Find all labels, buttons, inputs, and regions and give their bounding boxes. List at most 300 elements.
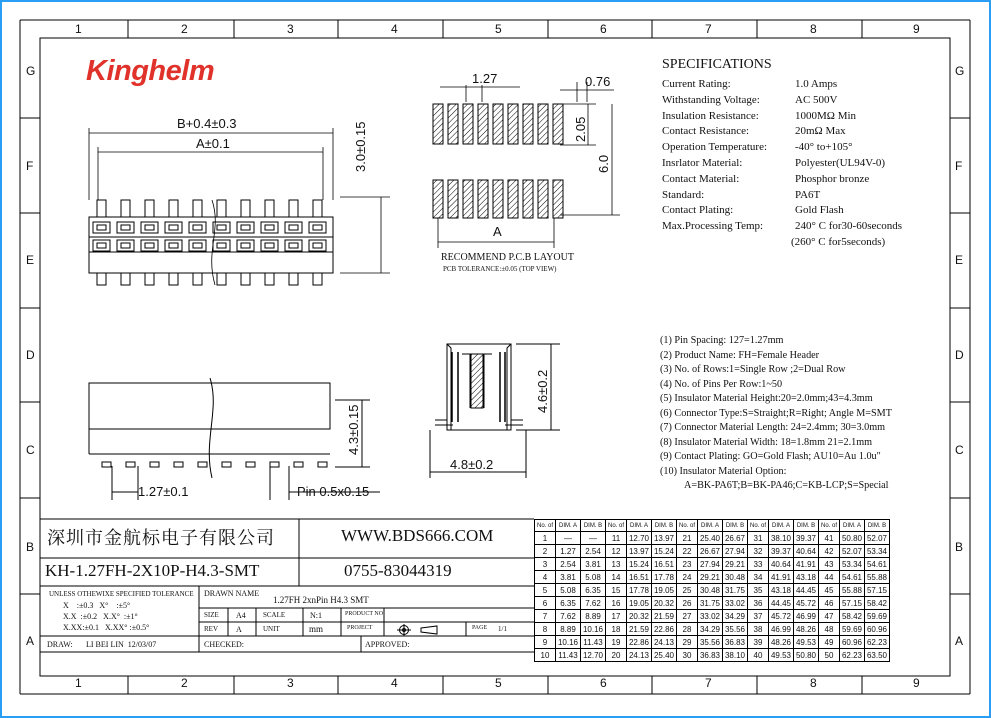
spec-key: Max.Processing Temp: — [662, 220, 764, 233]
dimension-cell: 16.51 — [652, 558, 677, 571]
dimension-cell: 2.54 — [556, 558, 581, 571]
dimension-cell: 36.83 — [698, 649, 723, 662]
smt-pin — [270, 462, 279, 467]
dimension-cell: 40.64 — [794, 545, 819, 558]
dimension-cell: 6.35 — [556, 597, 581, 610]
dimension-cell: 31.75 — [698, 597, 723, 610]
dimension-cell: 18 — [606, 623, 627, 636]
pcb-pad — [448, 180, 458, 218]
dimension-cell: 58.42 — [865, 597, 890, 610]
dimension-cell: 15.24 — [652, 545, 677, 558]
spec-row — [662, 220, 902, 232]
grid-row-label: E — [26, 253, 35, 267]
grid-col-label: 9 — [913, 22, 920, 36]
spec-value: Polyester(UL94V-0) — [795, 157, 886, 169]
grid-row-label: B — [26, 540, 35, 554]
contact-cavity — [93, 222, 110, 233]
contact-cavity — [93, 240, 110, 251]
dimension-cell: 62.23 — [840, 649, 865, 662]
pcb-pad — [478, 180, 488, 218]
dimension-cell: 1.27 — [556, 545, 581, 558]
dimension-table — [534, 519, 890, 662]
grid-row-label: C — [955, 443, 964, 457]
contact-cavity-inner — [289, 243, 298, 248]
dimension-cell: 29.21 — [698, 571, 723, 584]
dimension-header-cell: No. of — [748, 520, 769, 532]
note-line: (4) No. of Pins Per Row:1~50 — [660, 378, 783, 390]
dimension-cell: 11.43 — [581, 636, 606, 649]
checked-label: CHECKED: — [204, 640, 244, 649]
dimension-cell: 3.81 — [556, 571, 581, 584]
contact-cavity — [117, 240, 134, 251]
dimension-cell: 13 — [606, 558, 627, 571]
dimension-cell: 54.61 — [840, 571, 865, 584]
dimension-cell: 60.96 — [840, 636, 865, 649]
projection-symbol-icon — [395, 623, 445, 637]
dim-pitch-127-label: 1.27 — [472, 71, 498, 86]
dimension-cell: 45 — [819, 584, 840, 597]
pin-top — [217, 200, 226, 217]
dimension-cell: 46.99 — [769, 623, 794, 636]
dimension-cell: 12.70 — [627, 532, 652, 545]
contact-cavity-inner — [97, 225, 106, 230]
grid-col-label: 9 — [913, 676, 920, 690]
dimension-header-cell: DIM. A — [698, 520, 723, 532]
dimension-cell: 24.13 — [652, 636, 677, 649]
dimension-table-row — [535, 649, 890, 662]
tolerance-line-1: X :±0.3 X° :±5° — [63, 601, 131, 610]
dimension-header-cell: No. of — [819, 520, 840, 532]
contact-cavity-inner — [241, 243, 250, 248]
dimension-cell: 27.94 — [723, 545, 748, 558]
dimension-cell: 25.40 — [652, 649, 677, 662]
dimension-cell: 52.07 — [865, 532, 890, 545]
grid-col-label: 8 — [810, 22, 817, 36]
note-line: (7) Connector Material Length: 24=2.4mm; 30=3.0mm — [660, 422, 886, 433]
note-line: (2) Product Name: FH=Female Header — [660, 349, 820, 361]
spec-value: (260° C for5seconds) — [791, 236, 886, 248]
dimension-header-cell: No. of — [677, 520, 698, 532]
dimension-header-cell: DIM. B — [652, 520, 677, 532]
pin-bottom — [97, 273, 106, 285]
dimension-cell: 39.37 — [794, 532, 819, 545]
dimension-header-cell: DIM. B — [794, 520, 819, 532]
dimension-cell: 6.35 — [581, 584, 606, 597]
contact-cavity — [237, 240, 254, 251]
dimension-cell: 50.80 — [794, 649, 819, 662]
spec-value: PA6T — [795, 188, 821, 201]
dimension-cell: 38 — [748, 623, 769, 636]
dimension-table-row — [535, 623, 890, 636]
contact-cavity-inner — [313, 243, 322, 248]
dimension-header-cell: No. of — [606, 520, 627, 532]
grid-row-label: A — [26, 634, 35, 648]
dimension-header-cell: DIM. A — [769, 520, 794, 532]
dimension-cell: 20 — [606, 649, 627, 662]
pcb-pad — [493, 180, 503, 218]
size-label: SIZE — [204, 611, 219, 619]
grid-col-label: 3 — [287, 676, 294, 690]
pin-top — [193, 200, 202, 217]
dimension-cell: — — [581, 532, 606, 545]
pcb-pad — [553, 180, 563, 218]
dim-60-label: 6.0 — [596, 154, 611, 173]
pin-top — [289, 200, 298, 217]
contact-cavity-inner — [265, 243, 274, 248]
pin-top — [121, 200, 130, 217]
pcb-dim-a-label: A — [493, 224, 502, 239]
spec-value: 1000MΩ Min — [795, 109, 857, 122]
dimension-header-cell: DIM. A — [556, 520, 581, 532]
contact-cavity-inner — [193, 225, 202, 230]
dim-076-label: 0.76 — [585, 74, 611, 89]
smt-pin — [174, 462, 183, 467]
pin-top — [145, 200, 154, 217]
spec-row — [662, 110, 856, 122]
dimension-table-row — [535, 545, 890, 558]
dimension-cell: 55.88 — [865, 571, 890, 584]
dimension-cell: 48.26 — [794, 623, 819, 636]
grid-col-label: 7 — [705, 22, 712, 36]
smt-pin — [222, 462, 231, 467]
spec-key: Withstanding Voltage: — [662, 93, 760, 106]
dimension-cell: 16 — [606, 597, 627, 610]
grid-col-label: 4 — [391, 22, 398, 36]
dimension-cell: 62.23 — [865, 636, 890, 649]
spec-row — [662, 141, 852, 153]
contact-cavity-inner — [121, 243, 130, 248]
dimension-cell: 8.89 — [581, 610, 606, 623]
dimension-cell: 17 — [606, 610, 627, 623]
dim-46-label: 4.6±0.2 — [535, 369, 550, 413]
dimension-table-row — [535, 558, 890, 571]
spec-key: Contact Material: — [662, 172, 740, 185]
dimension-cell: 13.97 — [652, 532, 677, 545]
dim-48-label: 4.8±0.2 — [450, 457, 494, 472]
spec-key: Operation Temperature: — [662, 141, 768, 154]
pin-top — [97, 200, 106, 217]
dimension-cell: 43.18 — [794, 571, 819, 584]
dimension-cell: 26.67 — [698, 545, 723, 558]
grid-col-label: 6 — [600, 676, 607, 690]
pcb-pad — [523, 104, 533, 144]
website: WWW.BDS666.COM — [341, 526, 494, 545]
scale-value: N:1 — [310, 611, 322, 620]
smt-pin — [198, 462, 207, 467]
dimension-cell: 29 — [677, 636, 698, 649]
note-line: (5) Insulator Material Height:20=2.0mm;43=4.3mm — [660, 393, 873, 404]
note-line: (3) No. of Rows:1=Single Row ;2=Dual Row — [660, 364, 846, 375]
spec-row — [662, 204, 844, 216]
dimension-cell: 2 — [535, 545, 556, 558]
pin-top — [313, 200, 322, 217]
dimension-cell: 7.62 — [556, 610, 581, 623]
draw-value: LI BEI LIN 12/03/07 — [86, 640, 157, 649]
dimension-cell: 32 — [748, 545, 769, 558]
spec-value: AC 500V — [795, 93, 838, 106]
dimension-cell: 49 — [819, 636, 840, 649]
spec-key: Standard: — [662, 188, 705, 201]
dimension-cell: — — [556, 532, 581, 545]
dimension-cell: 12 — [606, 545, 627, 558]
dimension-cell: 44.45 — [769, 597, 794, 610]
spec-row — [662, 94, 837, 106]
dimension-table-header — [535, 520, 890, 532]
dimension-cell: 55.88 — [840, 584, 865, 597]
rev-label: REV — [204, 625, 218, 633]
contact-cavity — [261, 222, 278, 233]
dimension-cell: 57.15 — [865, 584, 890, 597]
grid-col-label: 1 — [75, 676, 82, 690]
contact-cavity — [261, 240, 278, 251]
tolerance-line-2: X.X :±0.2 X.X° :±1° — [63, 612, 138, 621]
dimension-cell: 59.69 — [840, 623, 865, 636]
dimension-cell: 33 — [748, 558, 769, 571]
pin-top — [265, 200, 274, 217]
dimension-header-cell: DIM. B — [865, 520, 890, 532]
pcb-pad — [463, 180, 473, 218]
pcb-pad — [508, 180, 518, 218]
grid-col-label: 5 — [495, 676, 502, 690]
dimension-cell: 28 — [677, 623, 698, 636]
dimension-cell: 48.26 — [769, 636, 794, 649]
dimension-cell: 59.69 — [865, 610, 890, 623]
spec-row — [662, 157, 885, 169]
company-name: 深圳市金航标电子有限公司 — [47, 528, 275, 549]
contact-cavity-inner — [313, 225, 322, 230]
dimension-cell: 50.80 — [840, 532, 865, 545]
pcb-pad — [433, 180, 443, 218]
pcb-pad — [553, 104, 563, 144]
dimension-cell: 41.91 — [769, 571, 794, 584]
grid-row-label: A — [955, 634, 964, 648]
dimension-cell: 3 — [535, 558, 556, 571]
pin-bottom — [193, 273, 202, 285]
dimension-table-row — [535, 636, 890, 649]
spec-value: 1.0 Amps — [795, 78, 838, 90]
dimension-cell: 35 — [748, 584, 769, 597]
grid-col-label: 3 — [287, 22, 294, 36]
dimension-cell: 22.86 — [627, 636, 652, 649]
project-label: PROJECT — [347, 625, 373, 631]
dimension-cell: 34.29 — [723, 610, 748, 623]
contact-cavity-inner — [145, 243, 154, 248]
spec-value: -40° to+105° — [795, 141, 853, 154]
dimension-cell: 24.13 — [627, 649, 652, 662]
grid-col-label: 1 — [75, 22, 82, 36]
dimension-cell: 45.72 — [769, 610, 794, 623]
tolerance-heading: UNLESS OTHEWIXE SPECIFIED TOLERANCE — [49, 590, 194, 598]
pin-bottom — [265, 273, 274, 285]
dimension-cell: 46.99 — [794, 610, 819, 623]
dimension-cell: 10 — [535, 649, 556, 662]
page-label: PAGE — [472, 625, 488, 631]
dimension-cell: 31.75 — [723, 584, 748, 597]
dimension-cell: 20.32 — [627, 610, 652, 623]
draw-label: DRAW: — [47, 640, 73, 649]
dimension-cell: 36 — [748, 597, 769, 610]
grid-row-label: E — [955, 253, 964, 267]
contact-cavity — [189, 222, 206, 233]
contact-cavity-inner — [169, 225, 178, 230]
dimension-cell: 41 — [819, 532, 840, 545]
spec-key: Insulation Resistance: — [662, 109, 759, 122]
dimension-cell: 43.18 — [769, 584, 794, 597]
dimension-cell: 26.67 — [723, 532, 748, 545]
grid-row-label: B — [955, 540, 964, 554]
phone-number: 0755-83044319 — [344, 561, 452, 580]
dimension-table-row — [535, 610, 890, 623]
dimension-cell: 45.72 — [794, 597, 819, 610]
spec-value: Phosphor bronze — [795, 172, 870, 185]
contact-cavity-inner — [97, 243, 106, 248]
dimension-cell: 44.45 — [794, 584, 819, 597]
pin-bottom — [313, 273, 322, 285]
dimension-cell: 53.34 — [840, 558, 865, 571]
contact-cavity-inner — [241, 225, 250, 230]
dimension-cell: 19.05 — [627, 597, 652, 610]
spec-row — [662, 189, 820, 201]
dim-205-label: 2.05 — [573, 116, 588, 142]
dim-b-label: B+0.4±0.3 — [177, 116, 237, 131]
pcb-pad — [478, 104, 488, 144]
contact-cavity — [165, 240, 182, 251]
dimension-cell: 48 — [819, 623, 840, 636]
pcb-layout-title: RECOMMEND P.C.B LAYOUT — [441, 252, 574, 263]
contact-cavity — [189, 240, 206, 251]
dimension-cell: 37 — [748, 610, 769, 623]
dimension-cell: 5 — [535, 584, 556, 597]
pcb-pad — [433, 104, 443, 144]
dimension-cell: 34.29 — [698, 623, 723, 636]
contact-cavity-inner — [121, 225, 130, 230]
contact-cavity-inner — [289, 225, 298, 230]
dimension-cell: 9 — [535, 636, 556, 649]
note-line: (10) Insulator Material Option: — [660, 465, 787, 477]
dimension-cell: 21.59 — [627, 623, 652, 636]
dimension-header-cell: DIM. B — [723, 520, 748, 532]
note-line: (9) Contact Plating: GO=Gold Flash; AU10=Au 1.0u" — [660, 451, 881, 462]
dimension-cell: 8.89 — [556, 623, 581, 636]
dimension-cell: 53.34 — [865, 545, 890, 558]
dimension-cell: 39 — [748, 636, 769, 649]
pcb-pad — [538, 104, 548, 144]
dimension-cell: 12.70 — [581, 649, 606, 662]
specifications-title: SPECIFICATIONS — [662, 57, 772, 72]
dimension-cell: 49.53 — [769, 649, 794, 662]
dimension-table-row — [535, 571, 890, 584]
spec-value: 20mΩ Max — [795, 125, 846, 138]
grid-row-label: F — [26, 159, 34, 173]
grid-row-label: G — [26, 64, 36, 78]
pin-top — [169, 200, 178, 217]
dimension-cell: 17.78 — [652, 571, 677, 584]
product-no-label: PRODUCT NO. — [345, 611, 385, 617]
dimension-cell: 60.96 — [865, 623, 890, 636]
grid-row-label: F — [955, 159, 963, 173]
grid-col-label: 4 — [391, 676, 398, 690]
spec-row — [662, 173, 869, 185]
rev-value: A — [236, 625, 242, 634]
dimension-cell: 63.50 — [865, 649, 890, 662]
unit-value: mm — [309, 624, 324, 634]
size-value: A4 — [236, 611, 246, 620]
dimension-cell: 5.08 — [581, 571, 606, 584]
part-number: KH-1.27FH-2X10P-H4.3-SMT — [45, 561, 260, 580]
dimension-cell: 10.16 — [581, 623, 606, 636]
contact-cavity — [309, 240, 326, 251]
unit-label: UNIT — [263, 625, 280, 633]
spec-value: Gold Flash — [795, 204, 844, 217]
contact-cavity-inner — [193, 243, 202, 248]
spec-value: 240° C for30-60seconds — [795, 220, 903, 233]
spec-key: Contact Plating: — [662, 204, 734, 217]
dimension-cell: 8 — [535, 623, 556, 636]
contact-cavity — [285, 222, 302, 233]
spec-row — [662, 125, 846, 137]
dimension-cell: 21 — [677, 532, 698, 545]
pcb-pad — [493, 104, 503, 144]
grid-col-label: 5 — [495, 22, 502, 36]
dimension-cell: 24 — [677, 571, 698, 584]
dimension-cell: 41.91 — [794, 558, 819, 571]
dimension-cell: 40 — [748, 649, 769, 662]
contact-cavity-inner — [217, 225, 226, 230]
smt-pin — [318, 462, 327, 467]
dimension-cell: 46 — [819, 597, 840, 610]
note-line: A=BK-PA6T;B=BK-PA46;C=KB-LCP;S=Special — [684, 480, 889, 491]
contact-cavity — [141, 240, 158, 251]
dim-pin-label: Pin 0.5x0.15 — [297, 484, 370, 499]
smt-pin — [246, 462, 255, 467]
grid-col-label: 7 — [705, 676, 712, 690]
dimension-cell: 22 — [677, 545, 698, 558]
dimension-cell: 21.59 — [652, 610, 677, 623]
dimension-cell: 15.24 — [627, 558, 652, 571]
dimension-cell: 17.78 — [627, 584, 652, 597]
pcb-pad — [538, 180, 548, 218]
spec-key: Current Rating: — [662, 78, 731, 90]
grid-col-label: 6 — [600, 22, 607, 36]
dimension-cell: 10.16 — [556, 636, 581, 649]
dim-a-label: A±0.1 — [196, 136, 230, 151]
dimension-cell: 33.02 — [723, 597, 748, 610]
dimension-cell: 50 — [819, 649, 840, 662]
dimension-cell: 7.62 — [581, 597, 606, 610]
dimension-cell: 35.56 — [698, 636, 723, 649]
smt-pin — [294, 462, 303, 467]
dimension-cell: 11.43 — [556, 649, 581, 662]
dimension-cell: 44 — [819, 571, 840, 584]
pcb-tolerance: PCB TOLERANCE:±0.05 (TOP VIEW) — [443, 265, 557, 273]
dimension-cell: 1 — [535, 532, 556, 545]
scale-label: SCALE — [263, 611, 286, 619]
grid-row-label: D — [26, 348, 35, 362]
dimension-cell: 26 — [677, 597, 698, 610]
pcb-pad — [523, 180, 533, 218]
spec-key: Insrlator Material: — [662, 157, 743, 169]
pin-bottom — [217, 273, 226, 285]
pin-bottom — [169, 273, 178, 285]
contact-cavity — [237, 222, 254, 233]
contact-cavity-inner — [265, 225, 274, 230]
dimension-table-row — [535, 532, 890, 545]
dimension-cell: 52.07 — [840, 545, 865, 558]
dimension-cell: 27.94 — [698, 558, 723, 571]
dimension-cell: 42 — [819, 545, 840, 558]
dimension-cell: 34 — [748, 571, 769, 584]
pin-bottom — [241, 273, 250, 285]
